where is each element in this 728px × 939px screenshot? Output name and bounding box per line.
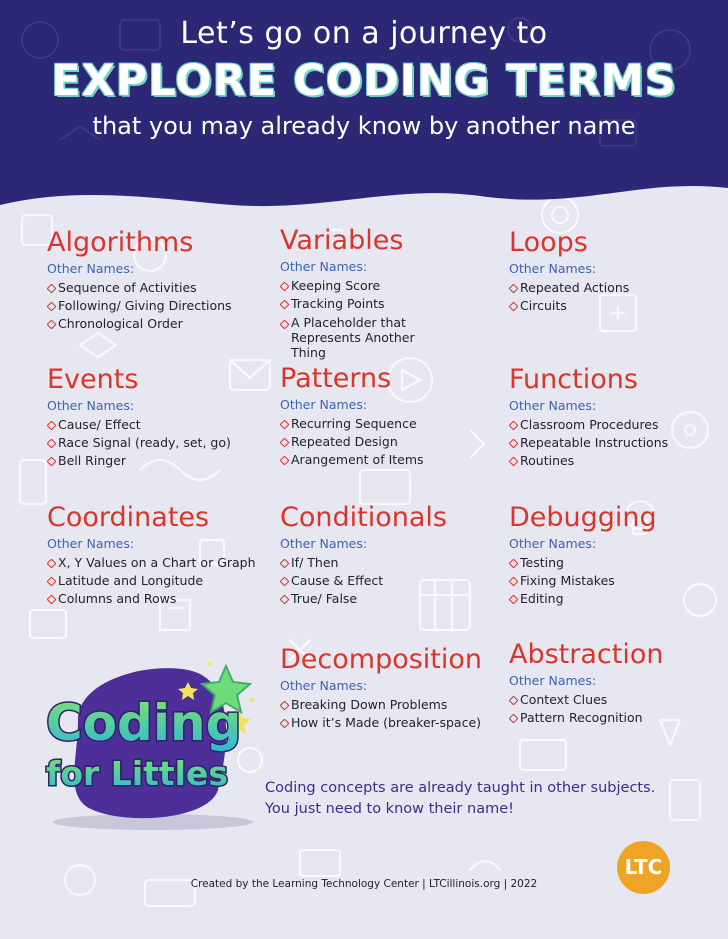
other-names-label: Other Names: bbox=[509, 536, 597, 551]
header-line-3: that you may already know by another name bbox=[92, 112, 636, 140]
list-item: Latitude and Longitude bbox=[47, 572, 256, 590]
list-item: Bell Ringer bbox=[47, 452, 231, 470]
section-title: Conditionals bbox=[280, 502, 447, 533]
list-item: Arangement of Items bbox=[280, 451, 424, 469]
section-loops bbox=[509, 228, 629, 315]
footer-credit: Created by the Learning Technology Center | LTCillinois.org | 2022 bbox=[190, 878, 538, 890]
header-title: EXPLORE CODING TERMS bbox=[51, 56, 677, 106]
coding-for-littles-logo bbox=[38, 660, 268, 835]
section-title: Abstraction bbox=[509, 639, 664, 670]
header-banner bbox=[0, 0, 728, 215]
section-functions bbox=[509, 365, 668, 470]
section-variables bbox=[280, 226, 450, 360]
other-names-label: Other Names: bbox=[280, 536, 368, 551]
section-events bbox=[47, 365, 231, 470]
list-item: Pattern Recognition bbox=[509, 709, 663, 727]
logo-line-1: Coding bbox=[46, 694, 242, 752]
list-item: Fixing Mistakes bbox=[509, 572, 657, 590]
section-conditionals bbox=[280, 503, 447, 608]
other-names-label: Other Names: bbox=[280, 397, 368, 412]
list-item: Columns and Rows bbox=[47, 590, 256, 608]
list-item: Following/ Giving Directions bbox=[47, 297, 232, 315]
list-item: If/ Then bbox=[280, 554, 447, 572]
logo-line-2: for Littles bbox=[46, 754, 229, 793]
section-title: Variables bbox=[280, 225, 404, 256]
tagline-line-1: Coding concepts are already taught in other subjects. bbox=[265, 780, 656, 796]
other-names-label: Other Names: bbox=[509, 261, 597, 276]
list-item: Cause/ Effect bbox=[47, 416, 231, 434]
header-line-1: Let’s go on a journey to bbox=[180, 16, 548, 51]
other-names-label: Other Names: bbox=[47, 261, 135, 276]
section-title: Patterns bbox=[280, 363, 392, 394]
list-item: Context Clues bbox=[509, 691, 663, 709]
list-item: How it’s Made (breaker-space) bbox=[280, 714, 482, 732]
tagline bbox=[265, 778, 655, 820]
section-algorithms bbox=[47, 228, 232, 333]
list-item: Cause & Effect bbox=[280, 572, 447, 590]
list-item: Tracking Points bbox=[280, 295, 450, 313]
section-title: Loops bbox=[509, 227, 588, 258]
list-item: Editing bbox=[509, 590, 657, 608]
list-item: Keeping Score bbox=[280, 277, 450, 295]
section-abstraction bbox=[509, 640, 663, 727]
list-item: Breaking Down Problems bbox=[280, 696, 482, 714]
section-title: Events bbox=[47, 364, 139, 395]
other-names-label: Other Names: bbox=[47, 398, 135, 413]
section-title: Functions bbox=[509, 364, 638, 395]
section-patterns bbox=[280, 364, 424, 469]
list-item: Routines bbox=[509, 452, 668, 470]
other-names-label: Other Names: bbox=[47, 536, 135, 551]
list-item: A Placeholder that Represents Another Thing bbox=[280, 315, 450, 360]
section-title: Coordinates bbox=[47, 502, 210, 533]
list-item: Repeated Design bbox=[280, 433, 424, 451]
section-debugging bbox=[509, 503, 657, 608]
list-item: X, Y Values on a Chart or Graph bbox=[47, 554, 256, 572]
list-item: Sequence of Activities bbox=[47, 279, 232, 297]
list-item: Classroom Procedures bbox=[509, 416, 668, 434]
other-names-label: Other Names: bbox=[280, 678, 368, 693]
other-names-label: Other Names: bbox=[509, 398, 597, 413]
other-names-label: Other Names: bbox=[509, 673, 597, 688]
list-item: Repeated Actions bbox=[509, 279, 629, 297]
section-title: Decomposition bbox=[280, 644, 483, 675]
other-names-label: Other Names: bbox=[280, 259, 368, 274]
ltc-badge: LTC bbox=[617, 841, 670, 894]
section-coordinates bbox=[47, 503, 256, 608]
list-item: Circuits bbox=[509, 297, 629, 315]
section-title: Algorithms bbox=[47, 227, 194, 258]
list-item: Recurring Sequence bbox=[280, 415, 424, 433]
list-item: Repeatable Instructions bbox=[509, 434, 668, 452]
section-decomposition bbox=[280, 645, 482, 732]
section-title: Debugging bbox=[509, 502, 657, 533]
list-item: Testing bbox=[509, 554, 657, 572]
list-item: True/ False bbox=[280, 590, 447, 608]
list-item: Race Signal (ready, set, go) bbox=[47, 434, 231, 452]
list-item: Chronological Order bbox=[47, 315, 232, 333]
tagline-line-2: You just need to know their name! bbox=[265, 801, 514, 817]
